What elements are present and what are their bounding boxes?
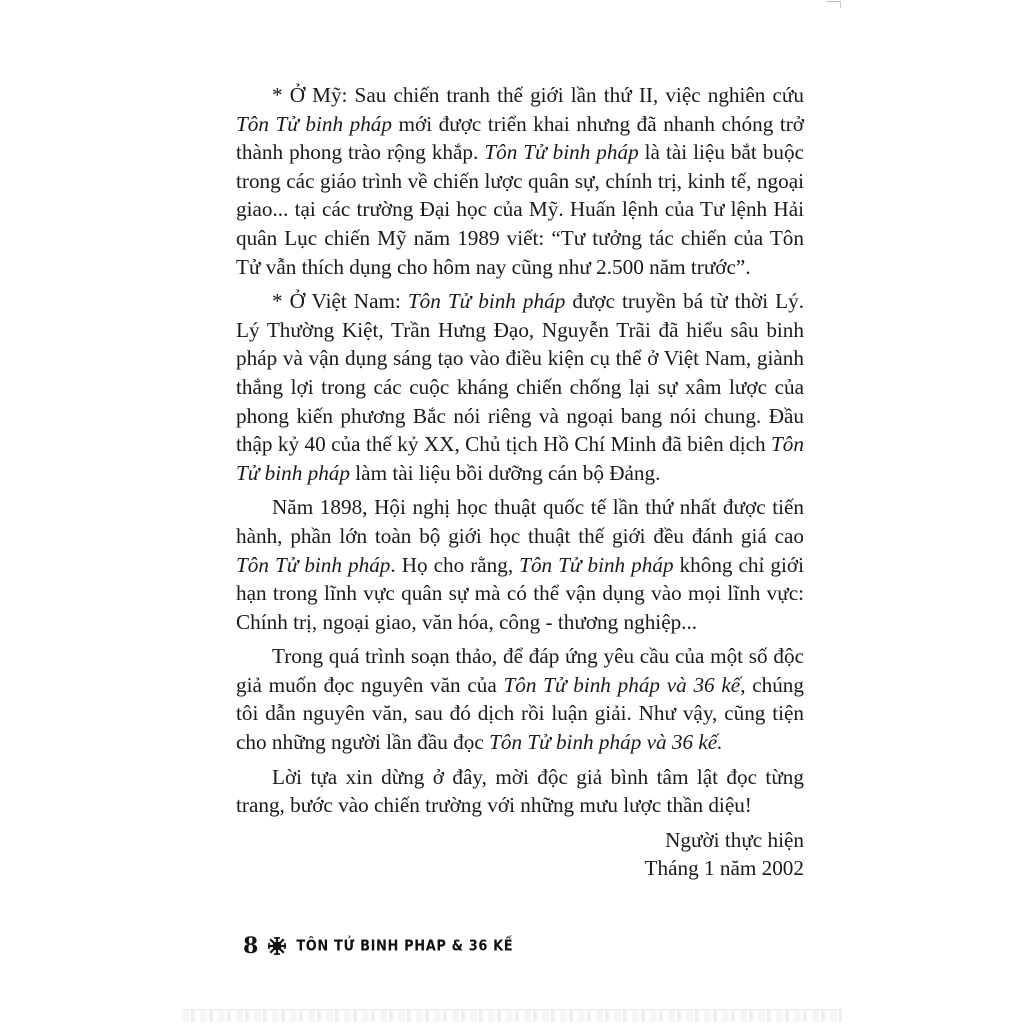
text-run: Trong quá trình soạn thảo, để đáp ứng yêu cầu của một số độc giả muốn đọc nguyên văn của [236, 644, 804, 697]
book-title-italic: Tôn Tử binh pháp [236, 111, 392, 136]
text-run: Năm 1898, Hội nghị học thuật quốc tế lần thứ nhất được tiến hành, phần lớn toàn bộ giới học thuật thế giới đều đánh giá cao [236, 495, 804, 548]
text-run: Lời tựa xin dừng ở đây, mời độc giả bình tâm lật đọc từng trang, bước vào chiến trường với những mưu lược thần diệu! [236, 764, 804, 818]
asterisk-ornament-icon [268, 937, 286, 955]
book-title-italic: Tôn Tử binh pháp [236, 552, 391, 577]
paragraph-usa [236, 81, 804, 281]
text-run: được truyền bá từ thời Lý. Lý Thường Kiệt, Trần Hưng Đạo, Nguyễn Trãi đã hiểu sâu binh pháp và vận dụng sáng tạo vào điều kiện cụ thể ở Việt Nam, giành thắng lợi trong các cuộc kháng chiến chống lại sự xâm lược của phong kiến phương Bắc nói riêng và ngoại bang nói chung. Đầu thập kỷ 40 của thế kỷ XX, Chủ tịch Hồ Chí Minh đã biên dịch [236, 289, 804, 457]
book-title-italic: Tôn Tử binh pháp [236, 432, 804, 485]
signature-date: Tháng 1 năm 2002 [644, 856, 804, 881]
text-run: . Họ cho rằng, [390, 552, 520, 577]
paragraph-compilation [236, 642, 804, 756]
paragraph-closing [236, 763, 804, 820]
text-run: làm tài liệu bồi dưỡng cán bộ Đảng. [349, 460, 661, 485]
page-footer [243, 933, 513, 959]
text-run: mới được triển khai nhưng đã nhanh chóng trở thành phong trào rộng khắp. [236, 111, 804, 165]
book-title-italic: Tôn Tử binh pháp [407, 289, 566, 314]
text-run: không chỉ giới hạn trong lĩnh vực quân sự mà có thể vận dụng vào mọi lĩnh vực: Chính trị, ngoại giao, văn hóa, công - thương nghiệp... [236, 552, 804, 634]
running-title: TÔN TỬ BINH PHAP & 36 KẾ [296, 937, 514, 955]
paragraph-vietnam [236, 287, 804, 487]
signature-author: Người thực hiện [665, 827, 804, 852]
body-text [236, 81, 804, 883]
book-title-italic: Tôn Tử binh pháp và 36 kế. [489, 730, 723, 755]
book-title-italic: Tôn Tử binh pháp [519, 552, 674, 577]
book-title-italic: Tôn Tử binh pháp [484, 140, 639, 165]
book-title-italic: Tôn Tử binh pháp và 36 kế [503, 672, 741, 697]
page-number: 8 [243, 933, 259, 959]
signature-block [236, 826, 804, 883]
scan-artifact-strip [182, 1009, 842, 1022]
text-run: * Ở Việt Nam: [272, 289, 408, 314]
paragraph-conference-1898 [236, 493, 804, 636]
text-run: * Ở Mỹ: Sau chiến tranh thế giới lần thứ II, việc nghiên cứu [272, 83, 804, 107]
text-run: là tài liệu bắt buộc trong các giáo trình về chiến lược quân sự, chính trị, kinh tế, ngoại giao... tại các trường Đại học của Mỹ. Huấn lệnh của Tư lệnh Hải quân Lục chiến Mỹ năm 1989 viết: “Tư tưởng tác chiến của Tôn Tử vẫn thích dụng cho hôm nay cũng như 2.500 năm trước”. [236, 140, 804, 279]
text-run: , chúng tôi dẫn nguyên văn, sau đó dịch rồi luận giải. Như vậy, cũng tiện cho những người lần đầu đọc [236, 672, 804, 755]
scan-corner-mark [826, 1, 841, 8]
